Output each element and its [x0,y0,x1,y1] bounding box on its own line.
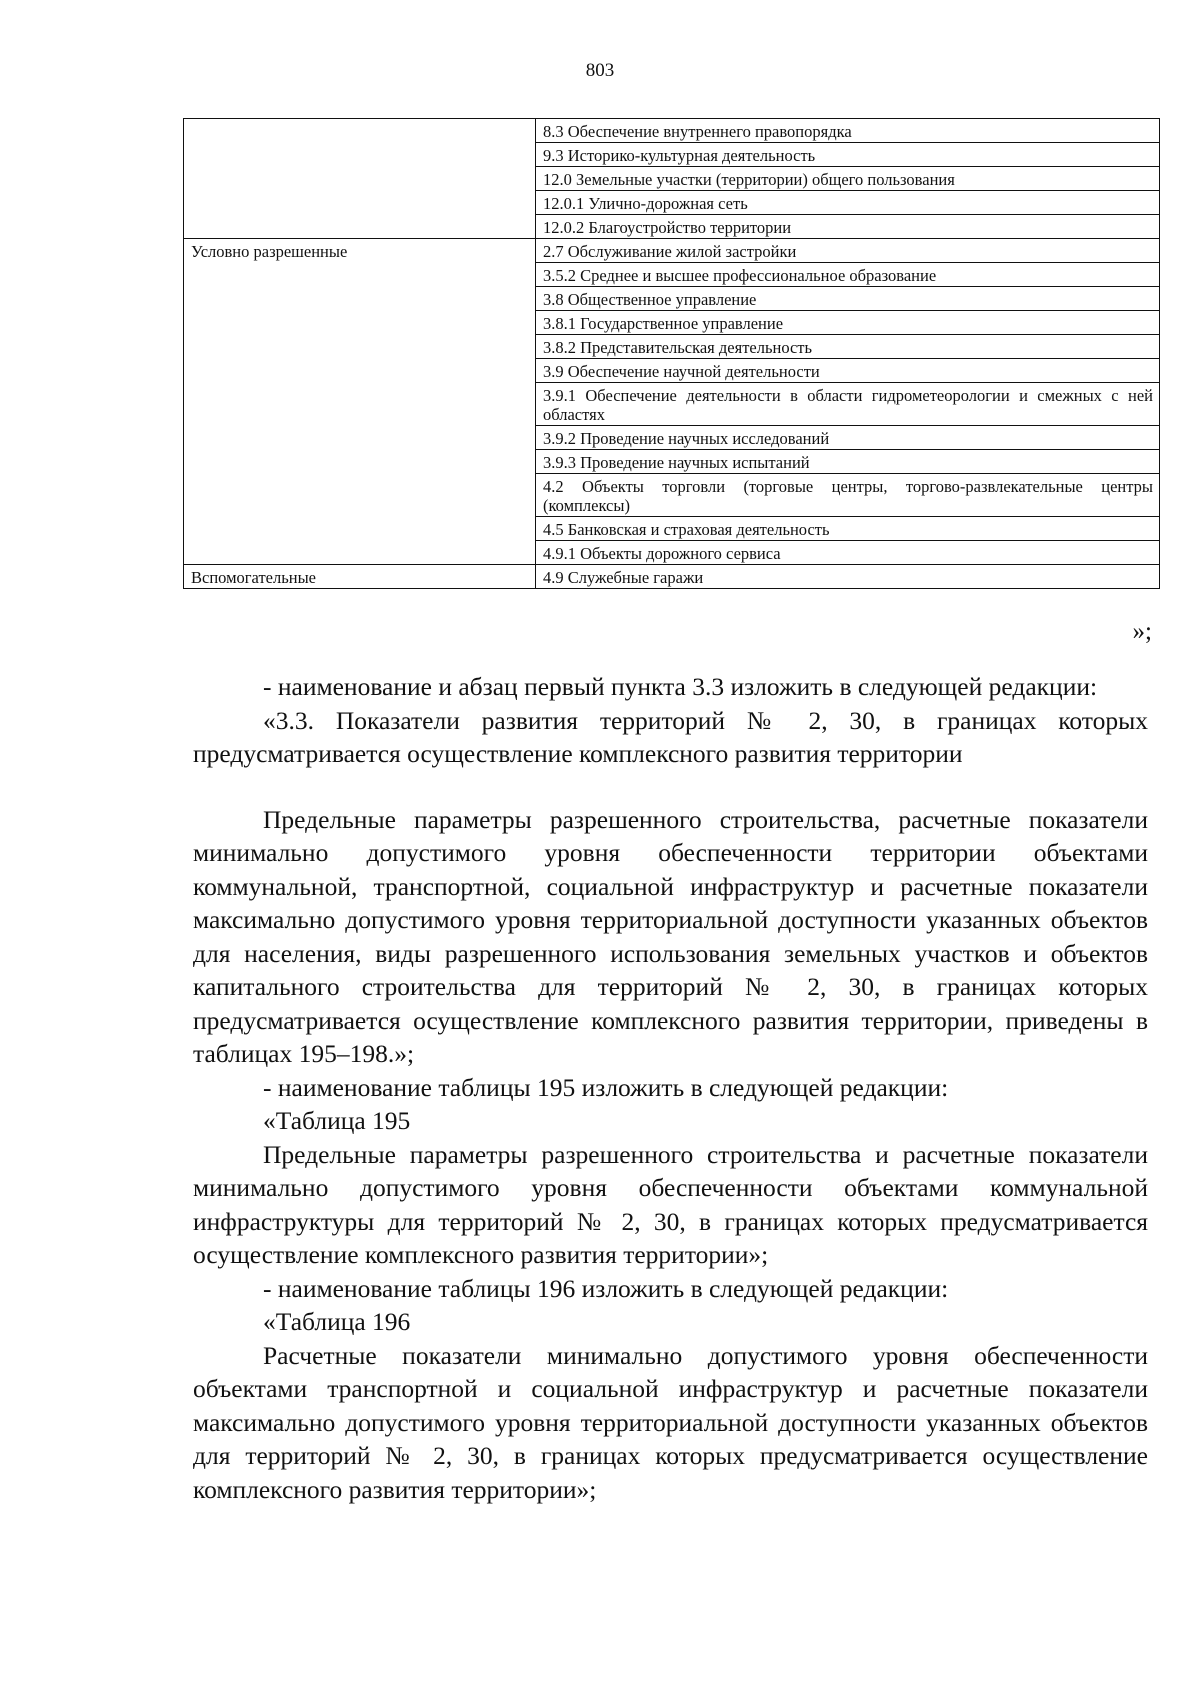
paragraph: «Таблица 196 [263,1307,411,1336]
paragraph: Предельные параметры разрешенного строительства и расчетные показатели минимально допустимого уровня обеспеченности объектами коммунальной инфраструктуры для территорий № 2, 30, в границах которых предусматривается осуществление комплексного развития территории»; [193,1139,1148,1269]
table-row [184,239,1160,263]
use-cell: 3.8 Общественное управление [536,287,1160,311]
table-row [184,119,1160,143]
paragraph: - наименование таблицы 195 изложить в следующей редакции: [263,1072,949,1102]
use-cell: 3.9 Обеспечение научной деятельности [536,359,1160,383]
use-cell: 3.5.2 Среднее и высшее профессиональное образование [536,263,1160,287]
category-cell: Условно разрешенные [184,239,536,565]
use-cell: 3.8.2 Представительская деятельность [536,335,1160,359]
paragraph: - наименование и абзац первый пункта 3.3 изложить в следующей редакции: [263,672,1098,701]
use-cell: 2.7 Обслуживание жилой застройки [536,239,1160,263]
use-cell: 4.5 Банковская и страховая деятельность [536,517,1160,541]
paragraph: Предельные параметры разрешенного строительства, расчетные показатели минимально допустимого уровня обеспеченности территории объектами коммунальной, транспортной, социальной инфраструктур и расчетные показатели максимально допустимого уровня территориальной доступности указанных объектов для населения, виды разрешенного использования земельных участков и объектов капитального строительства для территорий № 2, 30, в границах которых предусматривается осуществление комплексного развития территории, приведены в таблицах 195–198.»; [193,804,1148,1068]
use-cell: 4.9.1 Объекты дорожного сервиса [536,541,1160,565]
page-number: 803 [585,60,615,81]
use-cell: 9.3 Историко-культурная деятельность [536,143,1160,167]
category-cell [184,119,536,239]
paragraph: - наименование таблицы 196 изложить в следующей редакции: [263,1273,949,1303]
use-cell: 8.3 Обеспечение внутреннего правопорядка [536,119,1160,143]
paragraph: «Таблица 195 [263,1106,411,1135]
use-cell: 3.8.1 Государственное управление [536,311,1160,335]
use-cell: 4.9 Служебные гаражи [536,565,1160,589]
use-cell: 4.2 Объекты торговли (торговые центры, торгово-развлекательные центры (комплексы) [536,474,1160,517]
use-cell: 3.9.1 Обеспечение деятельности в области гидрометеорологии и смежных с ней областях [536,383,1160,426]
document-body [193,670,1148,1506]
table-row [184,565,1160,589]
land-use-table [183,118,1160,589]
closing-quote-mark: »; [1132,618,1152,645]
use-cell: 12.0 Земельные участки (территории) общего пользования [536,167,1160,191]
paragraph: «3.3. Показатели развития территорий № 2, 30, в границах которых предусматривается осуществление комплексного развития территории [193,705,1148,768]
paragraph: Расчетные показатели минимально допустимого уровня обеспеченности объектами транспортной и социальной инфраструктур и расчетные показатели максимально допустимого уровня территориальной доступности указанных объектов для территорий № 2, 30, в границах которых предусматривается осуществление комплексного развития территории»; [193,1340,1148,1504]
use-cell: 3.9.3 Проведение научных испытаний [536,450,1160,474]
category-cell: Вспомогательные [184,565,536,589]
use-cell: 12.0.2 Благоустройство территории [536,215,1160,239]
use-cell: 12.0.1 Улично-дорожная сеть [536,191,1160,215]
use-cell: 3.9.2 Проведение научных исследований [536,426,1160,450]
